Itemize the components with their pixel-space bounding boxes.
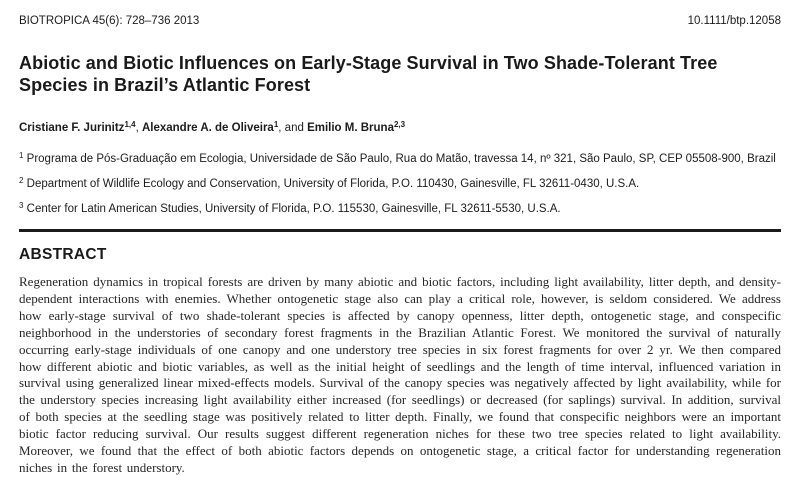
author-affil-marker: 2,3 xyxy=(393,120,406,129)
author-affil-marker: 1 xyxy=(273,120,279,129)
author-affil-marker: 1,4 xyxy=(124,120,136,129)
affiliation-2 xyxy=(19,177,781,191)
article-title: Abiotic and Biotic Influences on Early-Stage Survival in Two Shade-Tolerant Tree Species in Brazil’s Atlantic Forest xyxy=(19,53,718,95)
doi: 10.1111/btp.12058 xyxy=(687,15,781,27)
affiliation-marker: 3 xyxy=(19,201,24,210)
abstract-heading: ABSTRACT xyxy=(19,246,107,263)
affiliation-text: Programa de Pós-Graduação em Ecologia, Universidade de São Paulo, Rua do Matão, travessa 14, nº 321, São Paulo, SP, CEP 05508-900, Brazil xyxy=(26,153,776,165)
journal-reference: BIOTROPICA 45(6): 728–736 2013 xyxy=(19,15,200,27)
abstract-text: Regeneration dynamics in tropical forests are driven by many abiotic and biotic factors, including light availability, litter depth, and density-dependent interactions with enemies. Whether ontogenetic stage also can play a critical role, however, is seldom considered. We address how early-stage survival of two shade-tolerant species is affected by canopy openness, litter depth, ontogenetic stage, and conspecific neighborhood in the understories of secondary forest fragments in the Brazilian Atlantic Forest. We monitored the survival of naturally occurring early-stage individuals of one canopy and one understory tree species in six forest fragments for over 2 yr. We then compared how different abiotic and biotic variables, as well as the initial height of seedlings and the length of time interval, influenced variation in survival using generalized linear mixed-effects models. Survival of the canopy species was negatively affected by light availability, while for the understory species increasing light availability either increased (for seedlings) or decreased (for saplings) survival. In addition, survival of both species at the seedling stage was positively related to litter depth. Finally, we found that conspecific neighbors were an important biotic factor reducing survival. Our results suggest different regeneration niches for these two tree species related to light availability. Moreover, we found that the effect of both abiotic factors depends on ontogenetic stage, a critical factor for understanding regeneration niches in the forest understory. xyxy=(19,274,781,475)
author-separator: , and xyxy=(278,122,308,134)
author-separator: , xyxy=(135,122,142,134)
running-header xyxy=(19,0,781,28)
affiliation-text: Center for Latin American Studies, University of Florida, P.O. 115530, Gainesville, FL 32611-5530, U.S.A. xyxy=(26,203,561,215)
author-name: Emilio M. Bruna xyxy=(307,122,394,134)
affiliation-3 xyxy=(19,202,781,216)
affiliation-text: Department of Wildlife Ecology and Conservation, University of Florida, P.O. 110430, Gainesville, FL 32611-0430, U.S.A. xyxy=(26,178,640,190)
section-divider xyxy=(19,229,781,232)
affiliation-marker: 1 xyxy=(19,151,24,160)
affiliation-marker: 2 xyxy=(19,176,24,185)
author-name: Alexandre A. de Oliveira xyxy=(141,122,274,134)
authors-line xyxy=(19,121,781,135)
affiliations-list xyxy=(19,152,781,216)
affiliation-1 xyxy=(19,152,781,166)
author-name: Cristiane F. Jurinitz xyxy=(19,122,125,134)
